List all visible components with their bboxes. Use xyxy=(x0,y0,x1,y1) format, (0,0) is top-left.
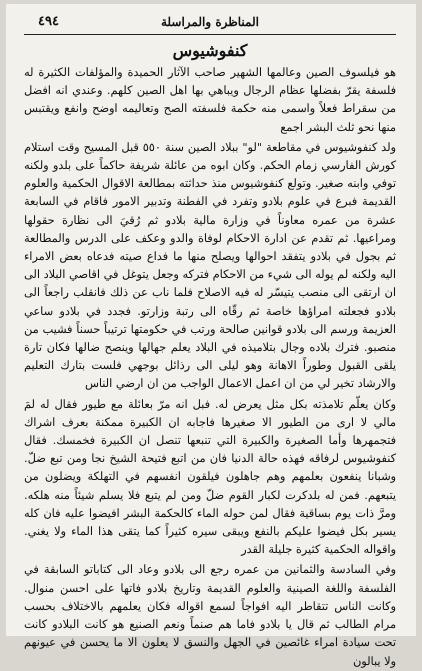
paragraph: وفي السادسة والثمانين من عمره رجع الى بلادو وعاد الى كتاباتو السابقة في الفلسفة واللغة الصينية والعلوم القديمة وتاريخ بلادو فاتها على احسن منوال. وكانت الناس تتقاطر اليه افواجاً لسمع اقواله فكان يعلمهم بالاختلاف بحسب مرام الطالب ثم قال يا بلادو فاما هم صنماً ونعم الصنيع هو كانت البلادو كانت تحت سيادة امراء غائصين في الجهل والنسق لا يعلون الا ما يحسن في عيونهم ولا يبالون xyxy=(24,563,396,668)
article-title: كنفوشيوس xyxy=(172,41,248,60)
running-title: المناظرة والمراسلة xyxy=(161,15,259,29)
page-header xyxy=(24,12,396,34)
document-page xyxy=(6,4,416,668)
page-number: ٤٩٤ xyxy=(38,14,59,29)
article-body xyxy=(24,64,396,671)
paragraph: ولد كنفوشيوس في مقاطعة "لو" ببلاد الصين سنة ٥٥٠ قبل المسيح وقت استلام كورش الفارسي زمام الحكم. وكان ابوه من عائلة شريفة حاكماً على بلدو ولكنه توفي وابنه صغير. وتولع كنفوشيوس منذ حداثته بمطالعة الاقوال الحكمية والعلوم القديمة فبرع في علوم بلادو وتفرد في الفطنة وتدبير الامور فاقام في السابعة عشرة من عمره معاوناً في وزارة مالية بلادو ثم رُقيَ الى نظارة حقولها ومراعيها. ثم تقدم عن ادارة الاحكام لوفاة والدو وعكف على الدرس والمطالعة ثم بجول في بلادو يتفقد احوالها ويصلح منها ما فداع صيته فدعاه بعض الامراء اليه ولكنه لم يوله الى شيء من الاحكام فتركه وجعل يتوغل في اقاصي البلاد الى ان ارتقى الى منصب يتيسّر له فيه الاصلاح فلما ناب عن ذلك فانقلب راجعاً الى بلادو فجعلته امراؤها خاصة ثم رقّاه الى رتبة وزارتو. فجدد في بلادو ساعي العزيمة ورسم الى بلادو قوانين صالحة ورتب في حكومتها ترتيباً حسناً فشيب من منصبو. فترك بلاده وجال بتلاميذه في البلاد يعلم جهالها وينصح ضالها فكان تارة يلقى القبول وطوراً الاهانة وهو ليلى الى رذائل بوجهي فلست بتارك التعليم والارشاد تخير لي من ان اعمل الاعمال الواجب من ان ارضي الناس xyxy=(24,140,397,391)
paragraph: هو فيلسوف الصين وعالمها الشهير صاحب الآثار الحميدة والمؤلفات الكثيرة له فلسفة يقرّ بفضلها عظام الرجال ويباهي بها اهل الصين كلهم. وعندي انه افضل من سقراط فعلاً واسمى منه حكمة فلسفته الصح وتعاليمه اوضح وانفع ويقتبس منها نحو ثلث البشر اجمع xyxy=(24,66,396,134)
header-rule xyxy=(24,34,396,35)
paragraph: وكان يعلّم تلامذته بكل مثل يعرض له. فبل انه مرّ بعائلة مع طيور فقال له لمَ مالي لا ارى من الطيور الا صغيرها فاجابه ان الكبيرة ممكنة بعرف اشراك فتجمهرها وأما الصغيرة والكبيرة التي تنبعها تنصل ان الكبيرة فخمسك. فقال كنفوشيوس لرفاقه فهذه حالة الدنيا فان من اتبع فتيحة الشيخ نجا ومن تبع ضلّ. وشبانا ينفعون بعلمهم وهم جاهلون فيلقون انفسهم في التهلكة ويضلون من يتبعهم. فمن له بلدكرت لكبار القوم ضلّ ومن لم يتبع فلا يسلم شيئاً منه هلكه. ومرَّ ذات يوم بساقية فقال لمن حوله الماء كالحكمة البشر افيضوا عليه فان كله يسير بكل فيضوا عليكم بالنفع ويبقى سيره كثيراً كما يتقى هذا الماء ولا يغني. واقواله الحكمية كثيرة جليلة القدر xyxy=(24,397,396,557)
